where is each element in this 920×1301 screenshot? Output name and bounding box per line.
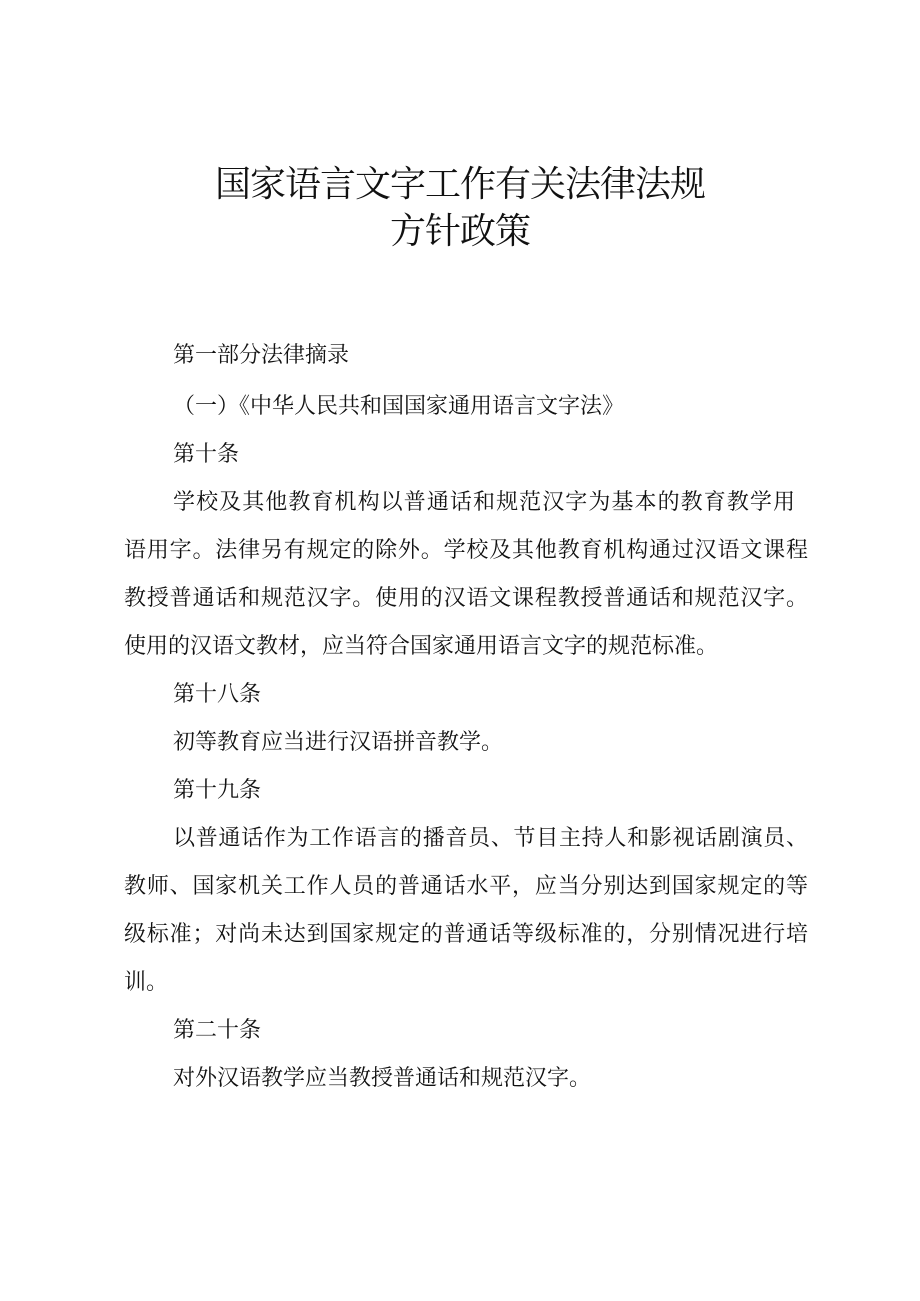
article-19-line-1: 以普通话作为工作语言的播音员、节目主持人和影视话剧演员、 (173, 826, 808, 851)
article-10-line-2: 语用字。法律另有规定的除外。学校及其他教育机构通过汉语文课程 (124, 538, 808, 563)
article-18-line-1: 初等教育应当进行汉语拼音教学。 (173, 730, 504, 755)
part-heading: 第一部分法律摘录 (173, 343, 350, 368)
document-title-line-1: 国家语言文字工作有关法律法规 (214, 164, 705, 205)
article-19-heading: 第十九条 (173, 778, 262, 803)
document-title-line-2: 方针政策 (389, 211, 530, 252)
article-20-heading: 第二十条 (173, 1018, 262, 1043)
article-19-line-3: 级标准；对尚未达到国家规定的普通话等级标准的，分别情况进行培 (124, 922, 808, 947)
article-19-line-2: 教师、国家机关工作人员的普通话水平，应当分别达到国家规定的等 (124, 874, 808, 899)
article-18-heading: 第十八条 (173, 682, 262, 707)
article-10-line-1: 学校及其他教育机构以普通话和规范汉字为基本的教育教学用 (173, 490, 795, 515)
article-10-line-3: 教授普通话和规范汉字。使用的汉语文课程教授普通话和规范汉字。 (124, 586, 808, 611)
law-heading: （一）《中华人民共和国国家通用语言文字法》 (173, 394, 625, 419)
article-19-line-4: 训。 (124, 970, 169, 995)
article-20-line-1: 对外汉语教学应当教授普通话和规范汉字。 (173, 1066, 592, 1091)
article-10-heading: 第十条 (173, 442, 240, 467)
article-10-line-4: 使用的汉语文教材，应当符合国家通用语言文字的规范标准。 (124, 634, 719, 659)
